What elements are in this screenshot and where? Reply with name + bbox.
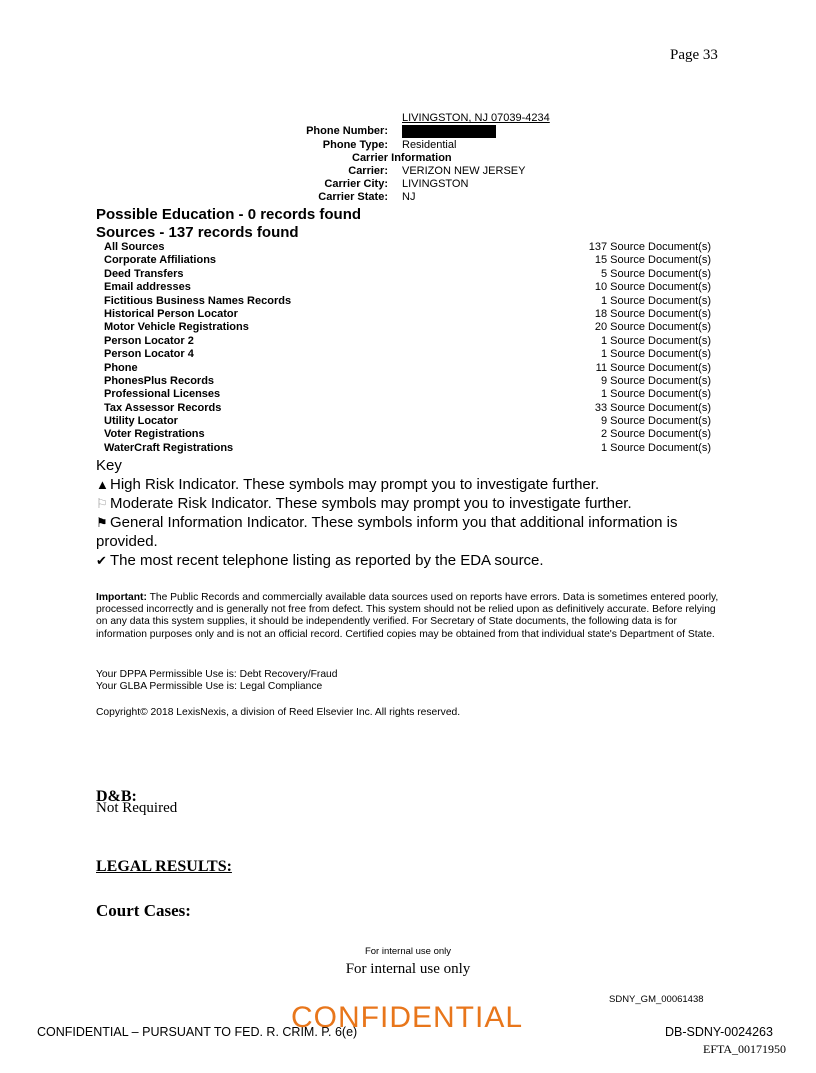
source-name: Person Locator 4 (104, 348, 194, 361)
carrier-info-heading: Carrier Information (352, 152, 452, 164)
carrier-state-label: Carrier State: (318, 191, 388, 203)
source-row (104, 321, 711, 334)
internal-use-small: For internal use only (364, 946, 452, 957)
key-legend (96, 456, 726, 570)
carrier-city-row (96, 178, 796, 192)
carrier-city-value: LIVINGSTON (402, 178, 469, 190)
source-count: 1 Source Document(s) (600, 294, 711, 307)
flag-icon: ⚑ (96, 515, 108, 530)
source-row (104, 254, 711, 267)
high-risk-text: High Risk Indicator. These symbols may prompt you to investigate further. (110, 476, 600, 493)
source-row (104, 241, 711, 254)
address-value: LIVINGSTON, NJ 07039-4234 (402, 112, 550, 124)
source-name: All Sources (104, 241, 165, 253)
phone-number-redacted (402, 125, 496, 139)
key-recent-listing (96, 551, 726, 570)
source-name: PhonesPlus Records (104, 374, 215, 387)
important-label: Important: (96, 592, 147, 603)
source-name: Historical Person Locator (104, 307, 238, 320)
source-name: Person Locator 2 (104, 334, 194, 347)
source-row (104, 388, 711, 401)
key-high-risk (96, 475, 726, 494)
source-row (104, 428, 711, 441)
permissible-use (96, 669, 338, 694)
sources-table (104, 241, 711, 455)
carrier-state-row (96, 191, 796, 205)
source-count: 33 Source Document(s) (594, 401, 711, 414)
source-count: 1 Source Document(s) (600, 348, 711, 361)
source-count: 9 Source Document(s) (600, 415, 711, 428)
source-count: 9 Source Document(s) (600, 374, 711, 387)
legal-results-heading: LEGAL RESULTS: (96, 858, 232, 875)
source-name: WaterCraft Registrations (104, 441, 234, 454)
phone-number-label: Phone Number: (306, 125, 388, 137)
important-text: The Public Records and commercially available data sources used on reports have errors. Data is sometimes entered poorly, processed incorrectly and is generally not free from defect. This system should not be relied upon as definitively accurate. Before relying on any data this system supplies, it should be independently verified. For Secretary of State documents, the following data is for information purposes only and is not an official record. Certified copies may be obtained from that individual state's Department of State. (96, 592, 719, 640)
efta-number: EFTA_00171950 (703, 1042, 787, 1056)
important-disclaimer (96, 592, 724, 641)
source-row (104, 335, 711, 348)
source-row (104, 415, 711, 428)
source-count: 11 Source Document(s) (595, 361, 711, 374)
court-cases-heading: Court Cases: (96, 901, 191, 920)
source-row (104, 268, 711, 281)
confidential-stamp: CONFIDENTIAL (291, 1001, 524, 1034)
phone-type-row (96, 139, 796, 153)
confidential-footer: CONFIDENTIAL – PURSUANT TO FED. R. CRIM. P. 6(e) (37, 1025, 358, 1039)
source-row (104, 308, 711, 321)
general-info-text: General Information Indicator. These symbols inform you that additional information is provided. (96, 514, 678, 550)
source-count: 18 Source Document(s) (594, 307, 711, 320)
warning-triangle-icon: ▲ (96, 477, 109, 492)
carrier-state-value: NJ (402, 191, 416, 203)
key-title: Key (96, 457, 122, 474)
dppa-text: Your DPPA Permissible Use is: Debt Recovery/Fraud (96, 669, 338, 680)
source-name: Corporate Affiliations (104, 254, 217, 267)
carrier-row (96, 165, 796, 179)
source-row (104, 295, 711, 308)
source-row (104, 442, 711, 455)
carrier-value: VERIZON NEW JERSEY (402, 165, 526, 177)
education-heading: Possible Education - 0 records found (96, 206, 362, 223)
source-count: 137 Source Document(s) (588, 241, 711, 253)
source-row (104, 348, 711, 361)
source-name: Email addresses (104, 281, 191, 294)
source-count: 1 Source Document(s) (600, 334, 711, 347)
phone-type-label: Phone Type: (322, 139, 388, 151)
source-name: Fictitious Business Names Records (104, 294, 292, 307)
key-general-info (96, 513, 726, 551)
source-row (104, 362, 711, 375)
recent-listing-text: The most recent telephone listing as reported by the EDA source. (110, 552, 544, 569)
source-count: 15 Source Document(s) (594, 254, 711, 267)
source-name: Voter Registrations (104, 428, 205, 441)
source-count: 2 Source Document(s) (600, 428, 711, 441)
source-row (104, 281, 711, 294)
phone-type-value: Residential (402, 139, 457, 151)
db-heading: D&B: (96, 788, 137, 805)
outline-flag-icon: ⚐ (96, 496, 108, 511)
moderate-risk-text: Moderate Risk Indicator. These symbols may prompt you to investigate further. (110, 495, 632, 512)
source-name: Motor Vehicle Registrations (104, 321, 249, 334)
source-count: 5 Source Document(s) (600, 267, 711, 280)
source-name: Deed Transfers (104, 267, 184, 280)
source-count: 1 Source Document(s) (600, 388, 711, 401)
glba-text: Your GLBA Permissible Use is: Legal Compliance (96, 681, 323, 693)
source-count: 10 Source Document(s) (594, 281, 711, 294)
source-name: Phone (104, 361, 138, 374)
source-row (104, 375, 711, 388)
sources-heading: Sources - 137 records found (96, 224, 299, 241)
source-name: Tax Assessor Records (104, 401, 222, 414)
source-row (104, 402, 711, 415)
source-name: Utility Locator (104, 415, 178, 428)
internal-use-large: For internal use only (345, 961, 471, 977)
checkmark-icon: ✔ (96, 553, 107, 568)
source-count: 20 Source Document(s) (594, 321, 711, 334)
bates-sdny: SDNY_GM_00061438 (609, 994, 704, 1005)
phone-number-row (96, 125, 796, 139)
carrier-label: Carrier: (348, 165, 388, 177)
page-number: Page 33 (670, 47, 718, 63)
address-line (96, 112, 796, 126)
bates-db: DB-SDNY-0024263 (665, 1025, 773, 1039)
carrier-city-label: Carrier City: (324, 178, 388, 190)
source-count: 1 Source Document(s) (600, 441, 711, 454)
db-value: Not Required (96, 800, 178, 816)
copyright-text: Copyright© 2018 LexisNexis, a division of Reed Elsevier Inc. All rights reserved. (96, 707, 461, 718)
source-name: Professional Licenses (104, 388, 221, 401)
key-moderate-risk (96, 494, 726, 513)
